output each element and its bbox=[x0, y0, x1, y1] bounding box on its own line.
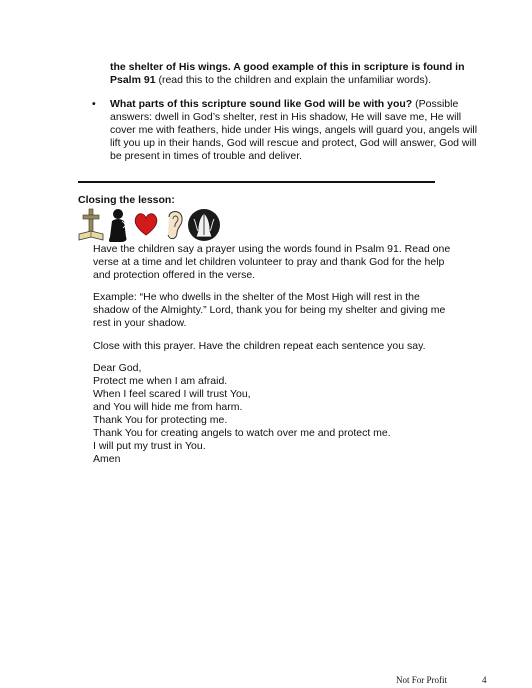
cross-bible-icon bbox=[78, 207, 104, 243]
prayer-block bbox=[93, 362, 391, 466]
ear-icon bbox=[163, 207, 185, 243]
intro-paragraph bbox=[110, 61, 478, 87]
prayer-line: Dear God, bbox=[93, 362, 142, 374]
bullet-marker: • bbox=[92, 98, 96, 110]
footer-text: Not For Profit bbox=[396, 675, 448, 685]
prayer-line: and You will hide me from harm. bbox=[93, 401, 243, 413]
intro-text: (read this to the children and explain the unfamiliar words). bbox=[155, 74, 432, 86]
closing-heading: Closing the lesson: bbox=[78, 194, 175, 206]
prayer-line: Protect me when I am afraid. bbox=[93, 375, 228, 387]
praying-hands-icon bbox=[186, 207, 222, 243]
prayer-line: Amen bbox=[93, 453, 121, 465]
closing-paragraph-3: Close with this prayer. Have the children repeat each sentence you say. bbox=[93, 340, 426, 352]
praying-child-icon bbox=[106, 207, 130, 243]
closing-paragraph-1: Have the children say a prayer using the words found in Psalm 91. Read one verse at a time and let children volunteer to pray and thank God for the help and protection offered in the verse. bbox=[93, 243, 451, 281]
section-divider bbox=[78, 181, 435, 183]
bullet-question: What parts of this scripture sound like God will be with you? bbox=[110, 98, 413, 110]
bullet-text bbox=[110, 98, 478, 163]
prayer-line: Thank You for protecting me. bbox=[93, 414, 228, 426]
prayer-line: When I feel scared I will trust You, bbox=[93, 388, 251, 400]
prayer-line: Thank You for creating angels to watch over me and protect me. bbox=[93, 427, 391, 439]
heart-icon bbox=[133, 211, 159, 237]
bullet-answer: (Possible answers: dwell in God’s shelter, rest in His shadow, He will save me, He will cover me with feathers, hide under His wings, angels will guard you, angels will lift you up in their hands, God will rescue and protect, God will answer, God will be present in times of trouble and deliver. bbox=[110, 98, 478, 162]
intro-bold-text: the shelter of His wings. A good example of this in scripture is found in Psalm 91 bbox=[110, 61, 465, 86]
prayer-line: I will put my trust in You. bbox=[93, 440, 206, 452]
page-number: 4 bbox=[482, 675, 487, 685]
page-footer bbox=[396, 675, 491, 685]
closing-paragraph-2: Example: “He who dwells in the shelter of the Most High will rest in the shadow of the Almighty.” Lord, thank you for being my shelter and giving me rest in your shadow. bbox=[93, 291, 446, 329]
closing-icons bbox=[78, 207, 228, 243]
